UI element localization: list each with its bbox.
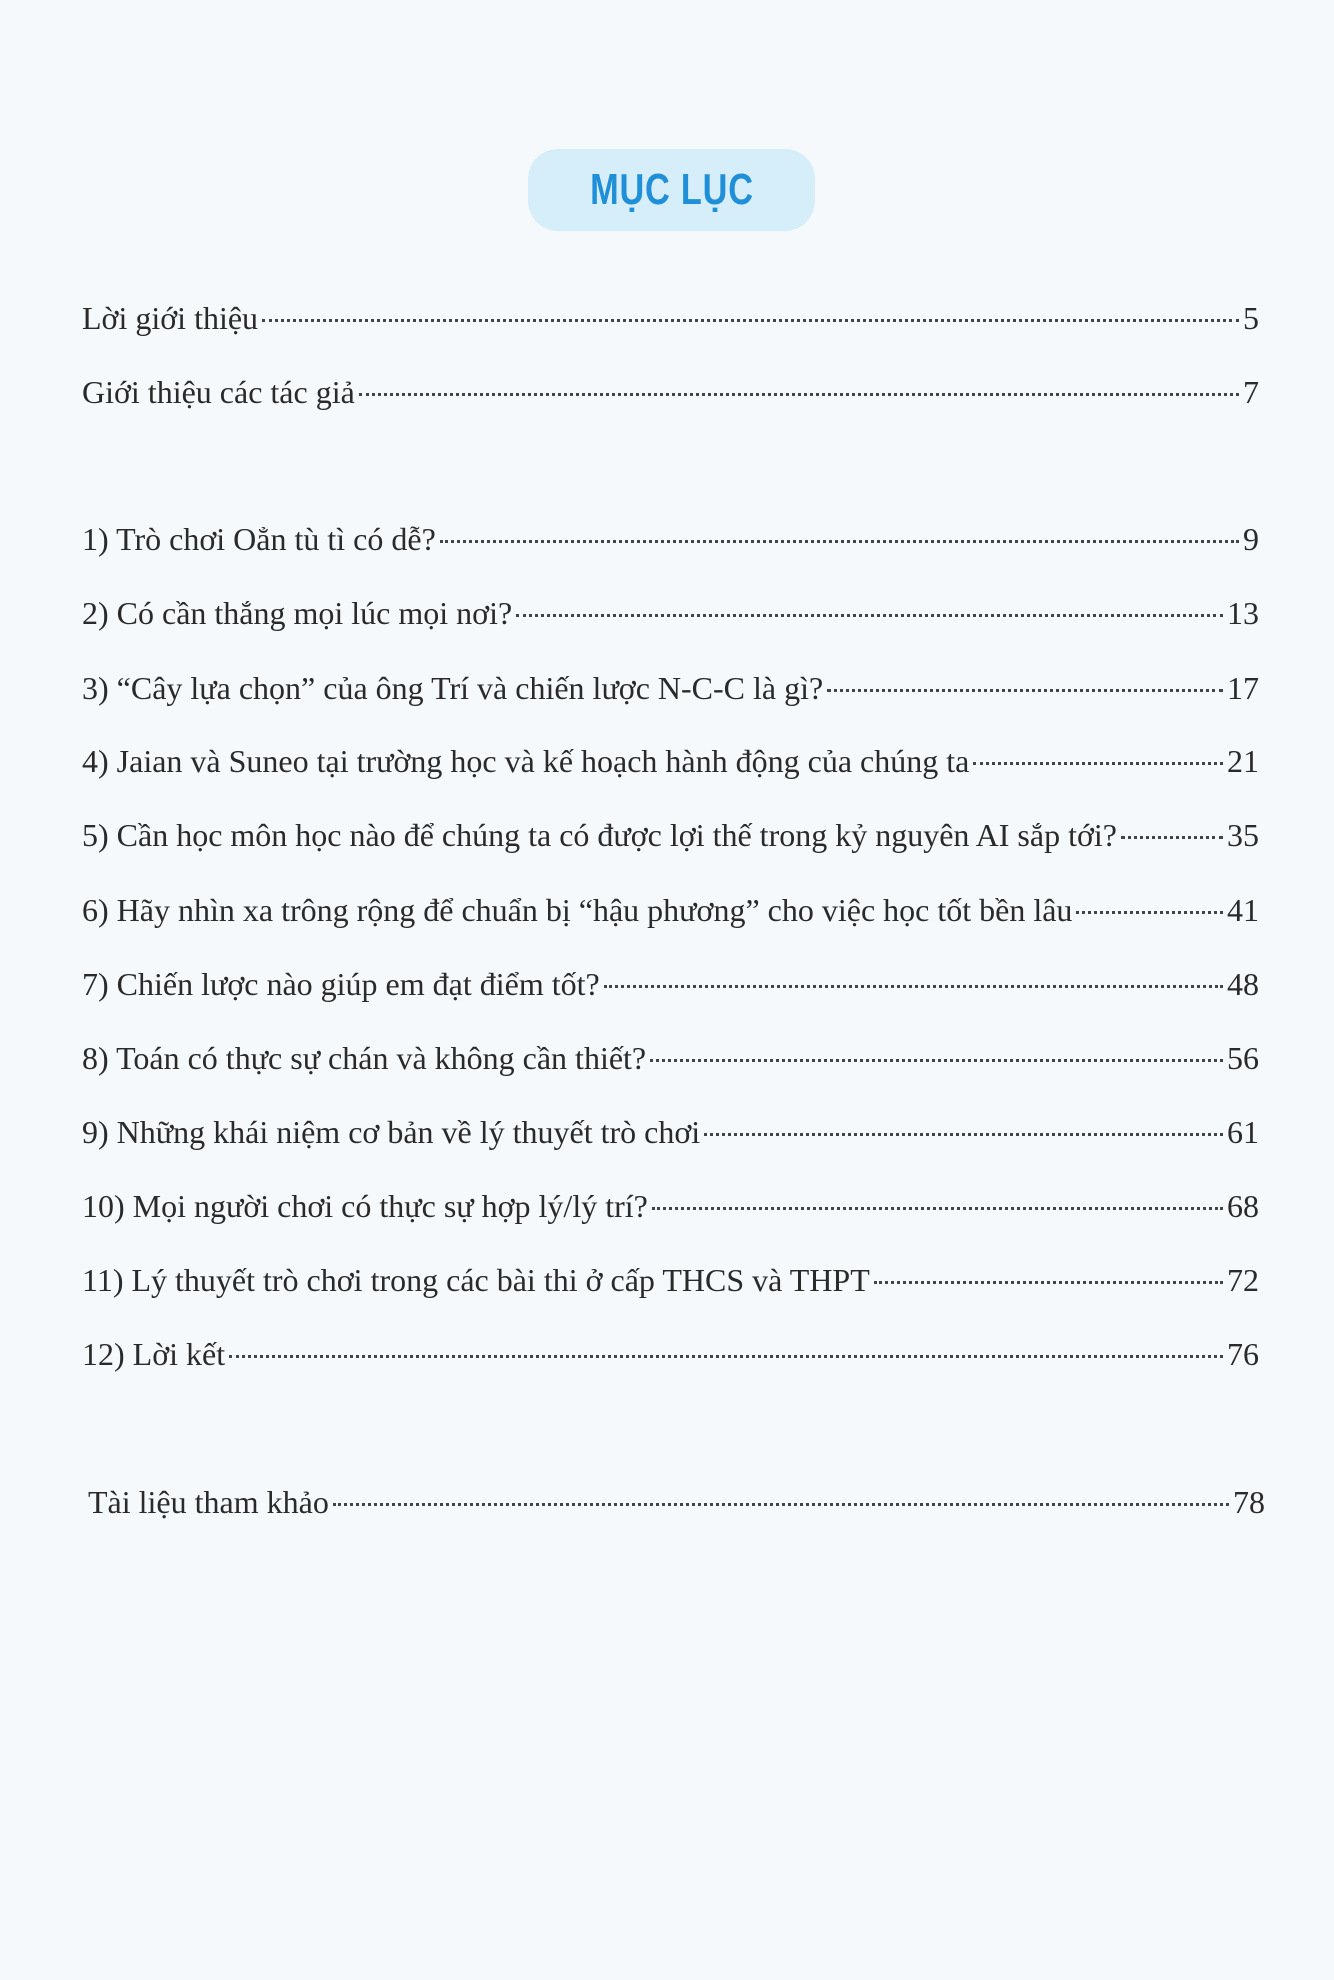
dot-leader [604,985,1223,988]
toc-entry-label: Lời giới thiệu [82,300,259,336]
toc-entry-page: 35 [1227,817,1259,853]
toc-entry-page: 21 [1227,743,1259,779]
toc-entry-page: 5 [1243,300,1259,336]
toc-entry-label: 1) Trò chơi Oẳn tù tì có dễ? [82,521,436,557]
dot-leader [652,1207,1223,1210]
toc-entry[interactable] [82,743,1259,787]
toc-entry[interactable] [82,374,1259,418]
dot-leader [704,1133,1223,1136]
dot-leader [1121,836,1223,839]
toc-entry[interactable] [82,817,1259,861]
toc-entry-label: 5) Cần học môn học nào để chúng ta có được lợi thế trong kỷ nguyên AI sắp tới? [82,817,1117,853]
toc-entry[interactable] [82,1262,1259,1306]
dot-leader [874,1281,1223,1284]
toc-entry-label: 6) Hãy nhìn xa trông rộng để chuẩn bị “hậu phương” cho việc học tốt bền lâu [82,892,1073,928]
toc-entry-label: 8) Toán có thực sự chán và không cần thiết? [82,1040,647,1076]
toc-entry-label: 11) Lý thuyết trò chơi trong các bài thi ở cấp THCS và THPT [82,1262,870,1298]
toc-entry-page: 68 [1227,1188,1259,1224]
toc-entry-page: 17 [1227,670,1259,706]
dot-leader [333,1503,1229,1506]
toc-entry-label: 9) Những khái niệm cơ bản về lý thuyết trò chơi [82,1114,701,1150]
dot-leader [516,614,1223,617]
toc-entry-label: Giới thiệu các tác giả [82,374,355,410]
toc-entry[interactable] [82,1114,1259,1158]
toc-entry[interactable] [82,670,1259,714]
toc-entry-page: 61 [1227,1114,1259,1150]
dot-leader [359,393,1239,396]
dot-leader [229,1355,1223,1358]
toc-entry[interactable] [82,1040,1259,1084]
dot-leader [262,319,1239,322]
toc-entry-page: 48 [1227,966,1259,1002]
toc-entry[interactable] [82,1188,1259,1232]
toc-title-banner [528,149,815,231]
toc-entry-label: 10) Mọi người chơi có thực sự hợp lý/lý trí? [82,1188,648,1224]
toc-entry-page: 76 [1227,1336,1259,1372]
toc-entry-label: Tài liệu tham khảo [88,1484,329,1520]
toc-entry-page: 9 [1243,521,1259,557]
toc-entry-page: 41 [1227,892,1259,928]
toc-entry-page: 7 [1243,374,1259,410]
toc-entry[interactable] [82,300,1259,344]
toc-entry[interactable] [82,521,1259,565]
toc-entry-page: 56 [1227,1040,1259,1076]
toc-entry-page: 13 [1227,595,1259,631]
toc-entry-label: 12) Lời kết [82,1336,226,1372]
toc-entry[interactable] [82,892,1259,936]
toc-entry[interactable] [82,595,1259,639]
toc-entry[interactable] [82,1336,1259,1380]
toc-entry-label: 2) Có cần thắng mọi lúc mọi nơi? [82,595,513,631]
toc-title: MỤC LỤC [589,165,754,214]
toc-entry[interactable] [82,966,1259,1010]
dot-leader [440,540,1239,543]
toc-entry-page: 78 [1233,1484,1265,1520]
toc-entry-label: 3) “Cây lựa chọn” của ông Trí và chiến lược N-C-C là gì? [82,670,824,706]
dot-leader [650,1059,1223,1062]
dot-leader [973,762,1223,765]
toc-entry-page: 72 [1227,1262,1259,1298]
dot-leader [827,689,1223,692]
toc-entry[interactable] [88,1484,1265,1528]
toc-entry-label: 4) Jaian và Suneo tại trường học và kế hoạch hành động của chúng ta [82,743,970,779]
dot-leader [1076,911,1223,914]
toc-entry-label: 7) Chiến lược nào giúp em đạt điểm tốt? [82,966,600,1002]
